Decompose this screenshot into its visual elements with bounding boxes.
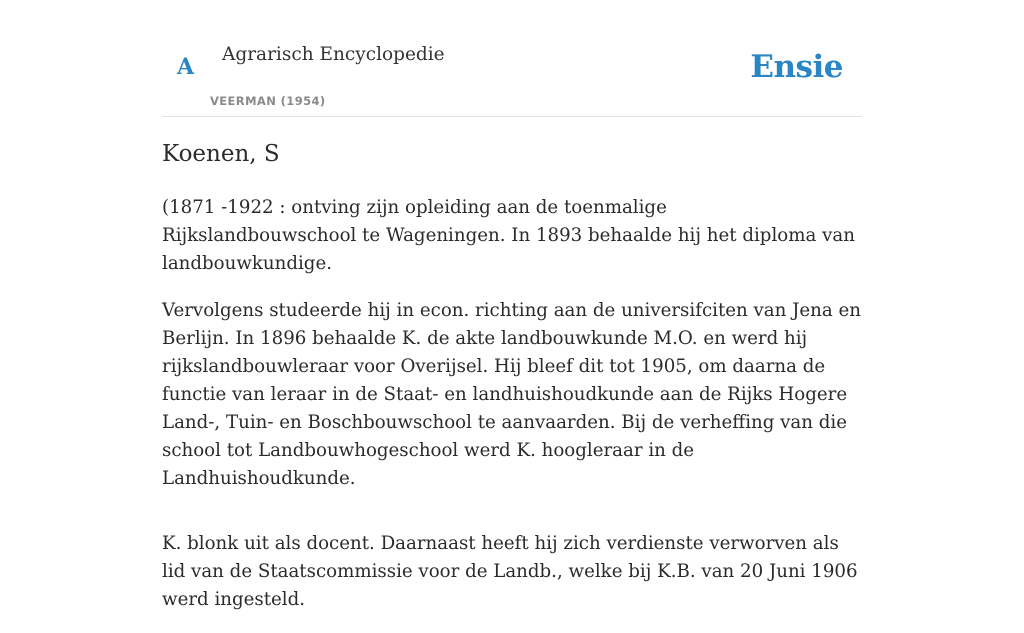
article-paragraph: K. blonk uit als docent. Daarnaast heeft hij zich verdienste verworven als lid van de Staatscommissie voor de Landb., welke bij K.B. van 20 Juni 1906 werd ingesteld. xyxy=(162,533,858,610)
ensie-logo-link[interactable]: Ensie xyxy=(750,49,843,85)
source-author: VEERMAN (1954) xyxy=(210,94,326,108)
source-title-link[interactable]: Agrarisch Encyclopedie xyxy=(222,44,445,65)
article-title: Koenen, S xyxy=(162,141,280,167)
article-paragraph: Vervolgens studeerde hij in econ. richting aan de universifciten van Jena en Berlijn. In 1896 behaalde K. de akte landbouwkunde M.O. en werd hij rijkslandbouwleraar voor Overijsel. Hij bleef dit tot 1905, om daarna de functie van leraar in de Staat- en landhuishoudkunde aan de Rijks Hogere Land-, Tuin- en Boschbouwschool te aanvaarden. Bij de verheffing van die school tot Landbouwhogeschool werd K. hoogleraar in de Landhuishoudkunde. xyxy=(162,300,861,489)
article xyxy=(162,136,862,633)
article-paragraph: (1871 -1922 : ontving zijn opleiding aan de toenmalige Rijkslandbouwschool te Wageningen. In 1893 behaalde hij het diploma van landbouwkundige. xyxy=(162,197,855,274)
source-header xyxy=(162,0,862,117)
source-letter-link[interactable]: A xyxy=(177,54,195,80)
